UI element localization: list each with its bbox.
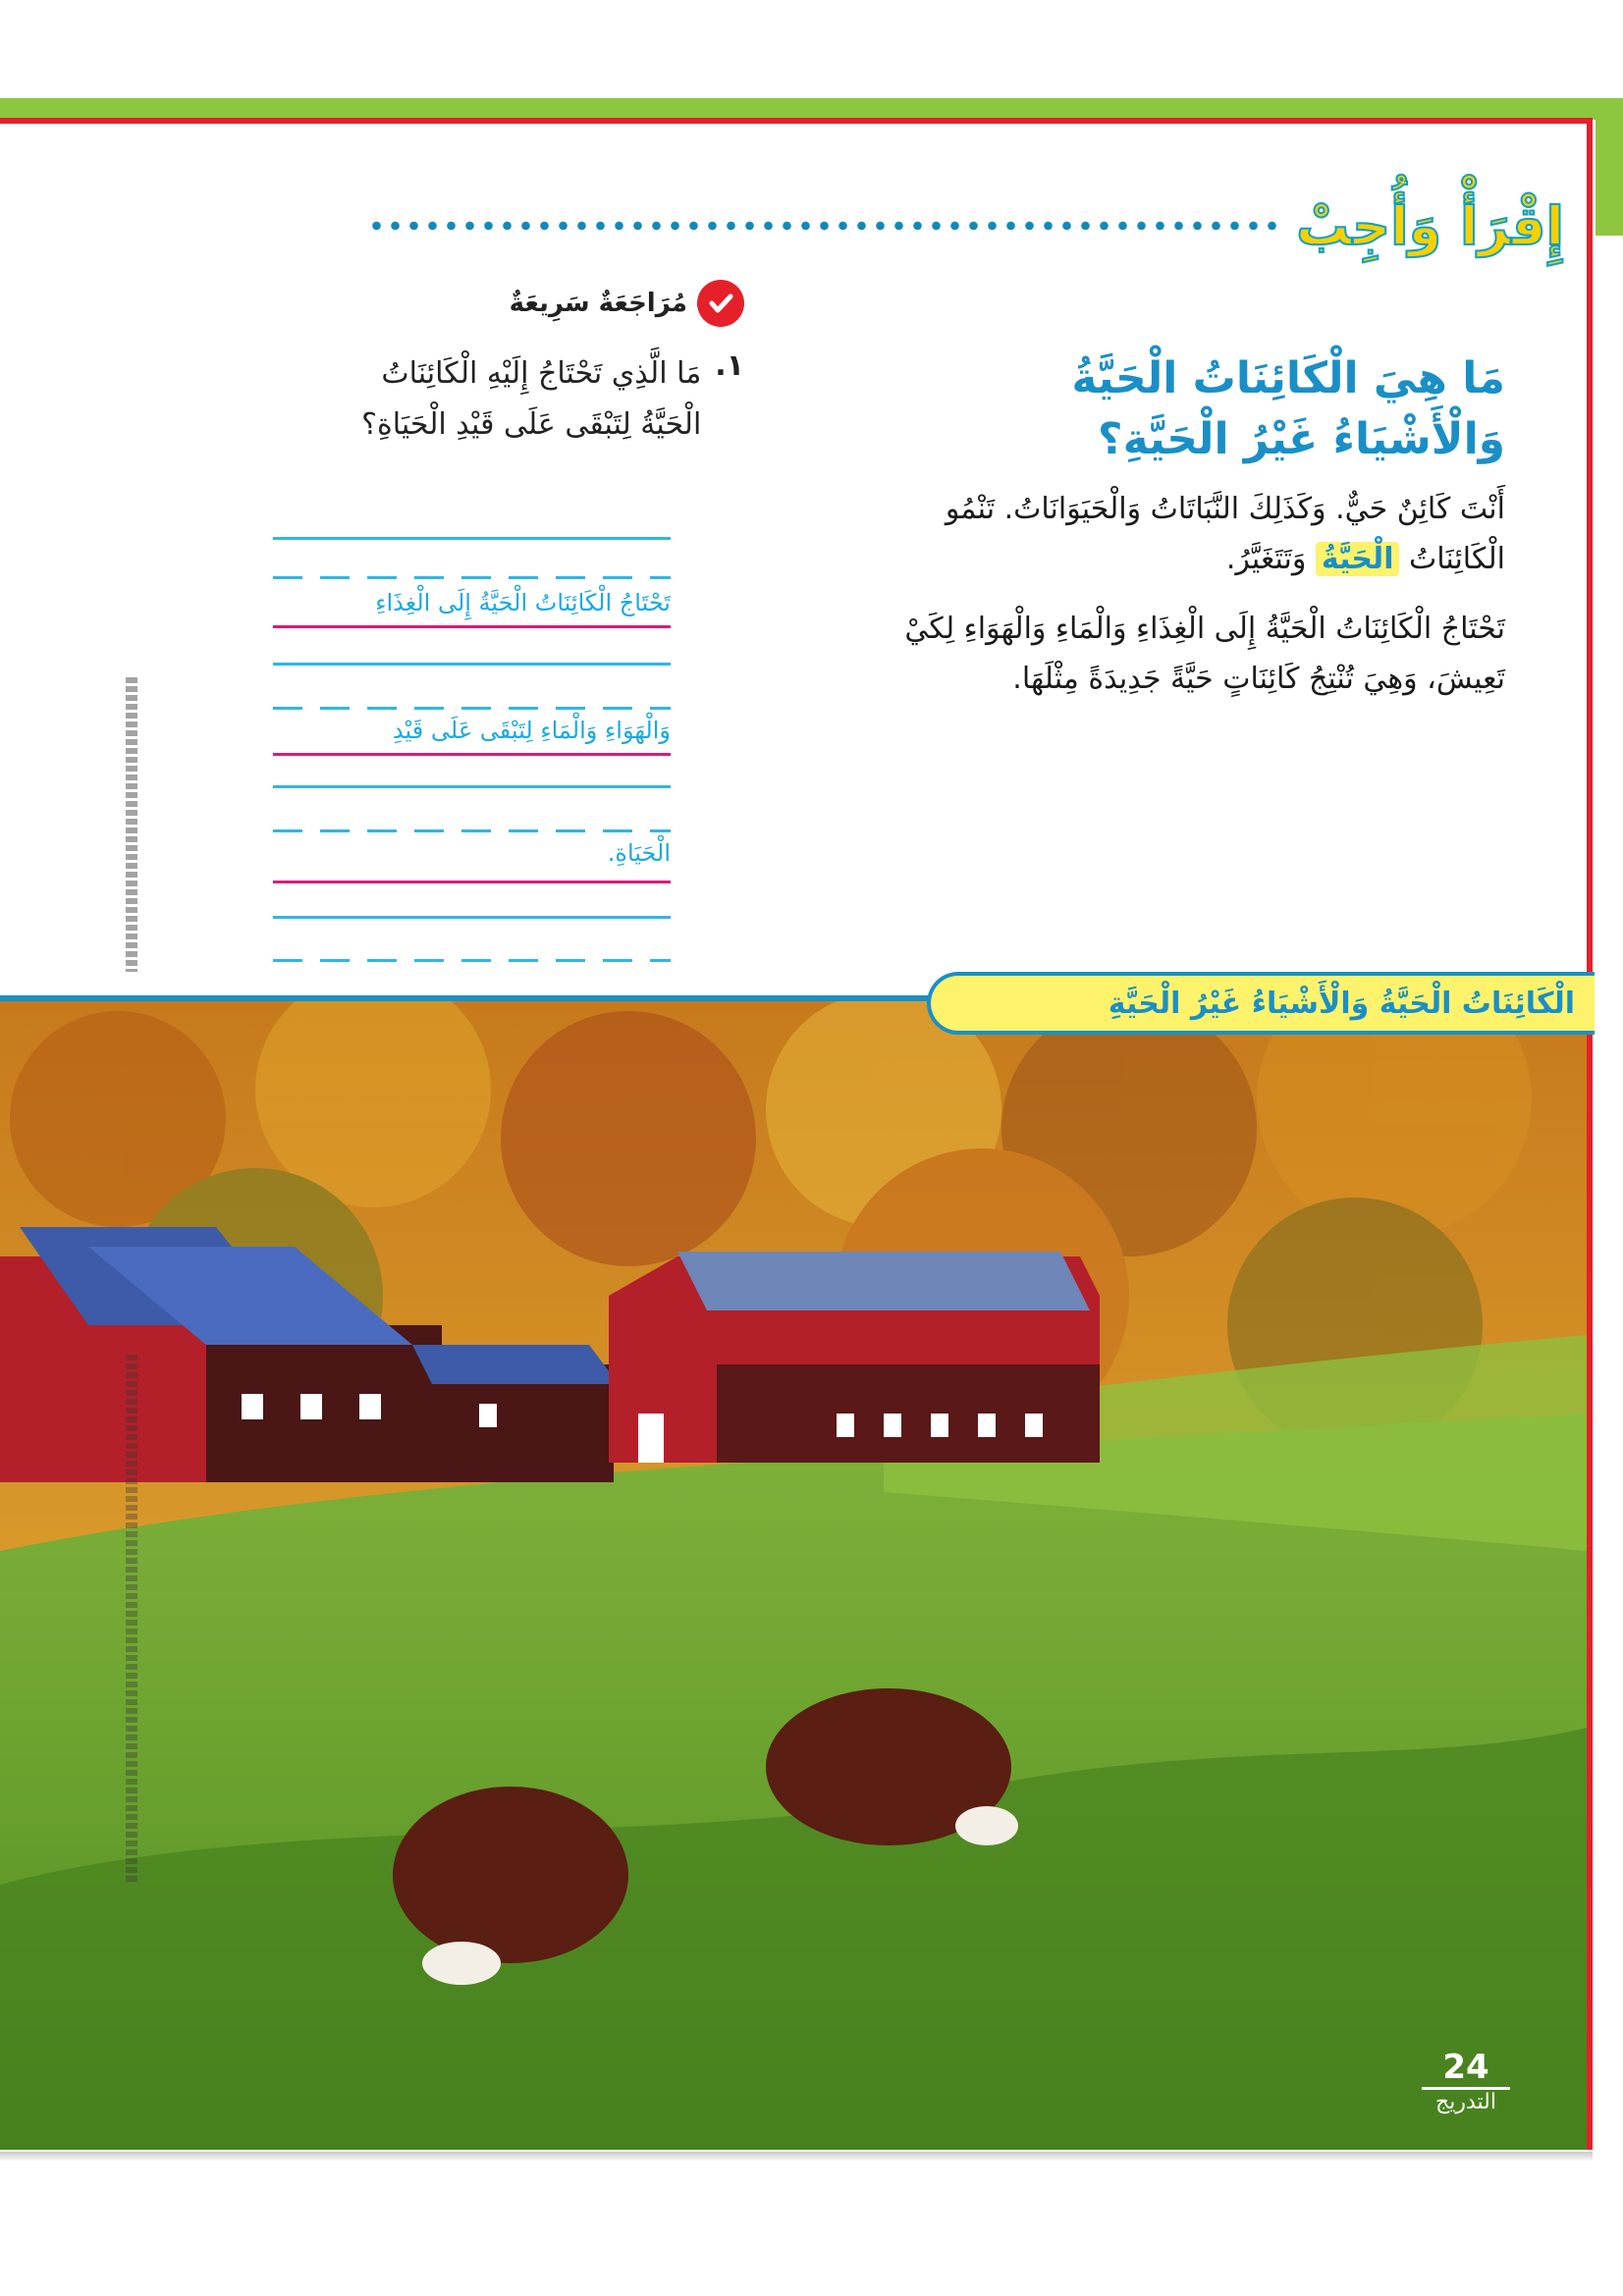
answer-line-3: الْحَيَاةِ. <box>607 839 671 867</box>
section-header <box>367 182 1564 270</box>
writing-line-top <box>273 785 671 788</box>
writing-line-middle <box>273 829 671 832</box>
writing-line-middle <box>273 959 671 962</box>
photo-caption-banner <box>927 972 1595 1035</box>
paragraph-1-text: أَنْتَ كَائِنٌ حَيٌّ. وَكَذَلِكَ النَّبَاتَاتُ وَالْحَيَوَانَاتُ. تَنْمُو الْكَائِنَاتُ <box>945 492 1505 576</box>
quick-check-title: مُرَاجَعَةٌ سَرِيعَةٌ <box>509 289 687 318</box>
page-frame-top-edge <box>0 118 69 124</box>
checkmark-icon <box>697 280 744 327</box>
paragraph-1 <box>877 484 1505 584</box>
dotted-rule <box>367 221 1280 231</box>
main-content <box>877 348 1505 704</box>
quick-check-box <box>263 280 744 451</box>
top-green-bar <box>0 98 1623 120</box>
photo-caption: الْكَائِنَاتُ الْحَيَّةُ وَالْأَشْيَاءُ غَيْرُ الْحَيَّةِ <box>1108 986 1575 1021</box>
photo-credit-vertical-2 <box>126 1355 137 1885</box>
top-green-tab <box>1596 98 1623 236</box>
question-number: ١. <box>715 348 744 383</box>
paragraph-1-end: وَتَتَغَيَّرُ. <box>1225 542 1316 576</box>
answer-line-2: وَالْهَوَاءِ وَالْمَاءِ لِتَبْقَى عَلَى قَيْدِ <box>392 717 671 744</box>
writing-line-base <box>273 753 671 756</box>
farm-photo <box>0 1001 1587 2150</box>
review-question <box>263 348 744 451</box>
writing-line-top <box>273 537 671 540</box>
writing-line-top <box>273 916 671 919</box>
writing-line-top <box>273 663 671 666</box>
quick-check-header <box>263 280 744 327</box>
vocabulary-highlight: الْحَيَّةُ <box>1316 542 1400 576</box>
photo-credit-vertical <box>126 677 137 972</box>
question-text: مَا الَّذِي تَحْتَاجُ إِلَيْهِ الْكَائِنَاتُ الْحَيَّةُ لِتَبْقَى عَلَى قَيْدِ الْحَيَاةِ؟ <box>361 356 702 442</box>
writing-line-base <box>273 625 671 628</box>
page-number-label: التدريج <box>1435 2090 1496 2114</box>
section-title: إِقْرَأْ وَأُجِبْ <box>1296 194 1564 257</box>
page-bottom-shadow <box>0 2152 1593 2162</box>
writing-line-base <box>273 881 671 883</box>
writing-line-middle <box>273 707 671 710</box>
lesson-heading <box>877 348 1505 470</box>
page-number <box>1422 2048 1510 2114</box>
lesson-heading-line2: وَالْأَشْيَاءُ غَيْرُ الْحَيَّةِ؟ <box>1098 414 1505 464</box>
caption-rule <box>0 995 943 1001</box>
writing-line-middle <box>273 576 671 579</box>
page-number-value: 24 <box>1422 2048 1510 2090</box>
answer-line-1: تَحْتَاجُ الْكَائِنَاتُ الْحَيَّةُ إِلَى الْغِذَاءِ <box>375 589 671 616</box>
paragraph-2: تَحْتَاجُ الْكَائِنَاتُ الْحَيَّةُ إِلَى الْغِذَاءِ وَالْمَاءِ وَالْهَوَاءِ لِكَيْ تَعِيشَ، وَهِيَ تُنْتِجُ كَائِنَاتٍ حَيَّةً جَدِيدَةً مِثْلَهَا. <box>904 612 1505 696</box>
lesson-heading-line1: مَا هِيَ الْكَائِنَاتُ الْحَيَّةُ <box>1071 353 1505 403</box>
